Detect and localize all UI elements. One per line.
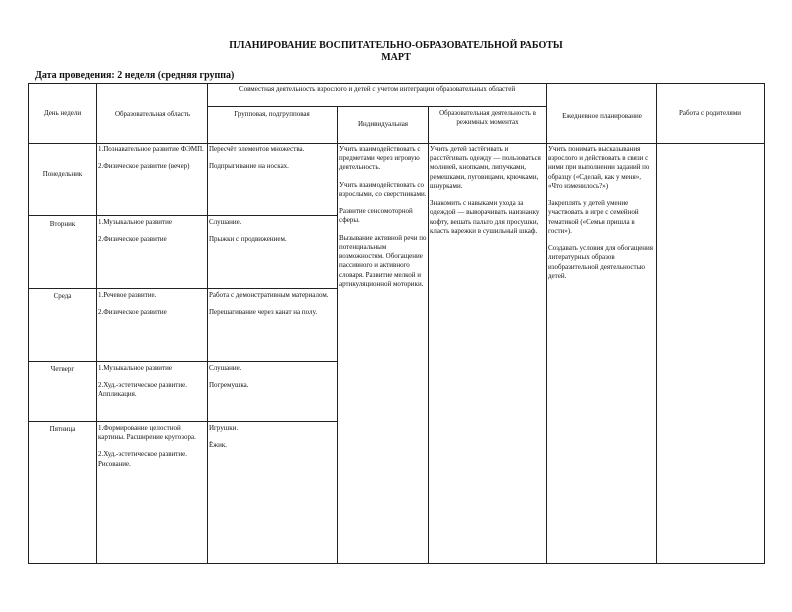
routine-activities (430, 145, 545, 244)
daily-item: Закреплять у детей умение участвовать в игре с семейной тематикой («Семья пришла в гости»). (548, 199, 639, 235)
header-individual: Индивидуальная (357, 120, 409, 128)
area-item: 2.Худ.-эстетическое развитие. Аппликация. (98, 381, 187, 399)
area-item: 1.Познавательное развитие ФЭМП. (98, 145, 204, 153)
row-divider (28, 288, 337, 289)
header-joint: Совместная деятельность взрослого и детей с учетом интеграции образовательных областей (238, 85, 516, 93)
col-divider (546, 83, 547, 564)
individual-item: Учить взаимодействовать со взрослыми, со сверстниками. (339, 180, 427, 198)
area-friday (98, 424, 206, 477)
area-wednesday (98, 291, 206, 325)
area-item: 1.Музыкальное развитие (98, 364, 172, 372)
col-divider (96, 83, 97, 564)
group-item: Пересчёт элементов множества. (209, 145, 305, 153)
table-border-bottom (28, 563, 765, 564)
daily-item: Учить понимать высказывания взрослого и действовать в связи с ними при выполнении заданий по образцу («Сделай, как у меня», «Что изменилось?») (548, 145, 650, 190)
group-item: Перешагивание через канат на полу. (209, 308, 318, 317)
day-wednesday: Среда (53, 292, 72, 300)
day-tuesday: Вторник (49, 220, 76, 228)
col-divider (656, 83, 657, 564)
routine-item: Учить детей застёгивать и расстёгивать одежду — пользоваться молнией, кнопками, липучками, ремешками, пуговицами, крючками, шнурками. (430, 145, 541, 190)
col-divider (337, 106, 338, 564)
row-divider (28, 215, 337, 216)
area-item: 2.Физическое развитие (98, 235, 167, 244)
day-thursday: Четверг (50, 365, 75, 373)
group-item: Игрушки. (209, 424, 239, 432)
area-monday (98, 145, 206, 179)
area-item: 1.Речевое развитие. (98, 291, 157, 299)
group-friday (209, 424, 336, 458)
table-border-top (28, 83, 765, 84)
document-title: ПЛАНИРОВАНИЕ ВОСПИТАТЕЛЬНО-ОБРАЗОВАТЕЛЬНОЙ РАБОТЫ (229, 40, 563, 51)
group-item: Прыжки с продвижением. (209, 235, 287, 244)
individual-work (339, 145, 427, 297)
area-tuesday (98, 218, 206, 252)
group-monday (209, 145, 336, 179)
row-divider (28, 421, 337, 422)
group-wednesday (209, 291, 336, 325)
group-thursday (209, 364, 336, 398)
table-border-right (764, 83, 765, 564)
month-title: МАРТ (381, 52, 411, 63)
date-line: Дата проведения: 2 неделя (средняя группа) (35, 70, 235, 81)
individual-item: Развитие сенсомоторной сферы. (339, 207, 413, 225)
routine-item: Знакомить с навыками ухода за одеждой — выворачивать наизнанку кофту, вешать пальто для просушки, класть варежки в сушильный шкаф. (430, 199, 540, 235)
col-divider (428, 106, 429, 564)
individual-item: Учить взаимодействовать с предметами через игровую деятельность. (339, 145, 421, 172)
group-item: Слушание. (209, 364, 242, 372)
area-item: 2.Физическое развитие (вечер) (98, 162, 190, 171)
group-item: Погремушка. (209, 381, 249, 390)
group-item: Слушание. (209, 218, 242, 226)
group-item: Подпрыгивание на носках. (209, 162, 289, 171)
area-item: 1.Музыкальное развитие (98, 218, 172, 226)
daily-item: Создавать условия для обогащения литературных образов изобразительной деятельностью детей. (548, 244, 654, 280)
area-item: 1.Формирование целостной картины. Расширение кругозора. (98, 424, 196, 442)
area-item: 2.Худ.-эстетическое развитие. Рисование. (98, 450, 187, 468)
group-item: Работа с демонстративным материалом. (209, 291, 329, 299)
group-item: Ёжик. (209, 441, 228, 450)
group-tuesday (209, 218, 336, 252)
day-friday: Пятница (49, 425, 76, 433)
header-routine: Образовательная деятельность в режимных моментах (439, 109, 536, 127)
header-bottom (28, 143, 765, 144)
area-item: 2.Физическое развитие (98, 308, 167, 317)
col-divider (207, 83, 208, 564)
day-monday: Понедельник (42, 170, 83, 178)
area-thursday (98, 364, 206, 408)
table-border-left (28, 83, 29, 564)
individual-item: Вызывание активной речи по потенциальным возможностям. Обогащение пассивного и активного словаря. Развитие мелкой и артикуляционной моторики. (339, 233, 427, 288)
header-daily: Ежедневное планирование (562, 112, 642, 120)
row-divider (28, 361, 337, 362)
header-group: Групповая, подгрупповая (234, 110, 310, 118)
header-area: Образовательная область (114, 110, 191, 118)
header-parents: Работа с родителями (679, 109, 741, 117)
header-day: День недели (43, 109, 82, 117)
daily-planning (548, 145, 655, 289)
header-divider (207, 106, 546, 107)
